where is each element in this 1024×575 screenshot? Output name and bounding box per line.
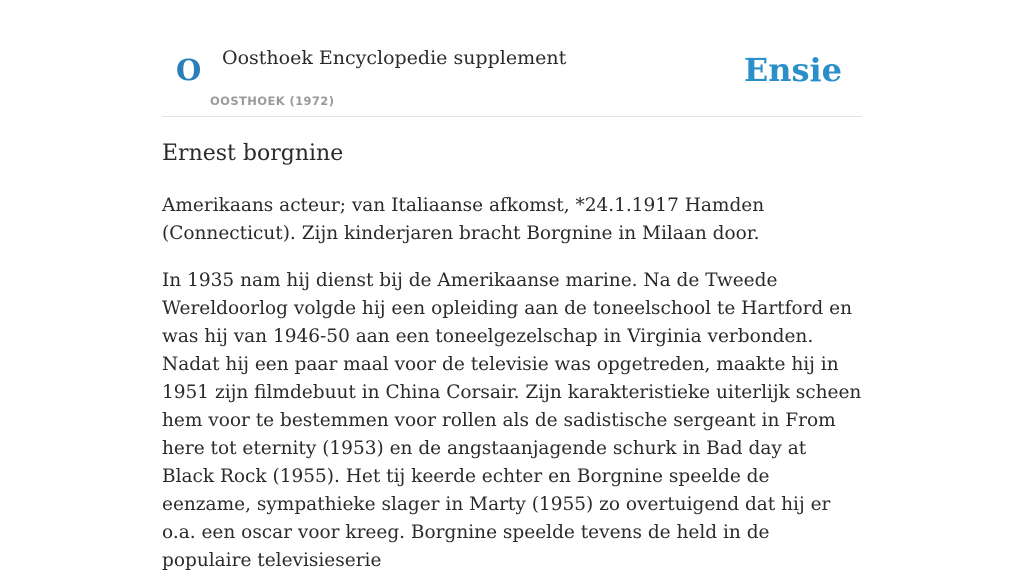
ensie-logo[interactable]: Ensie bbox=[743, 51, 842, 89]
source-publisher-year: OOSTHOEK (1972) bbox=[210, 94, 335, 108]
source-title-link[interactable]: Oosthoek Encyclopedie supplement bbox=[222, 47, 567, 69]
source-initial-badge[interactable]: O bbox=[176, 53, 202, 87]
source-header bbox=[162, 0, 862, 117]
article-paragraph-intro: Amerikaans acteur; van Italiaanse afkomst, *24.1.1917 Hamden (Connecticut). Zijn kinderjaren bracht Borgnine in Milaan door. bbox=[162, 195, 765, 244]
article-paragraph-career: In 1935 nam hij dienst bij de Amerikaanse marine. Na de Tweede Wereldoorlog volgde hij een opleiding aan de toneelschool te Hartford en was hij van 1946-50 aan een toneelgezelschap in Virginia verbonden. Nadat hij een paar maal voor de televisie was opgetreden, maakte hij in 1951 zijn filmdebuut in China Corsair. Zijn karakteristieke uiterlijk scheen hem voor te bestemmen voor rollen als de sadistische sergeant in From here tot eternity (1953) en de angstaanjagende schurk in Bad day at Black Rock (1955). Het tij keerde echter en Borgnine speelde de eenzame, sympathieke slager in Marty (1955) zo overtuigend dat hij er o.a. een oscar voor kreeg. Borgnine speelde tevens de held in de populaire televisieserie bbox=[162, 270, 862, 571]
article-title: Ernest borgnine bbox=[162, 141, 344, 166]
article-body bbox=[162, 136, 862, 575]
